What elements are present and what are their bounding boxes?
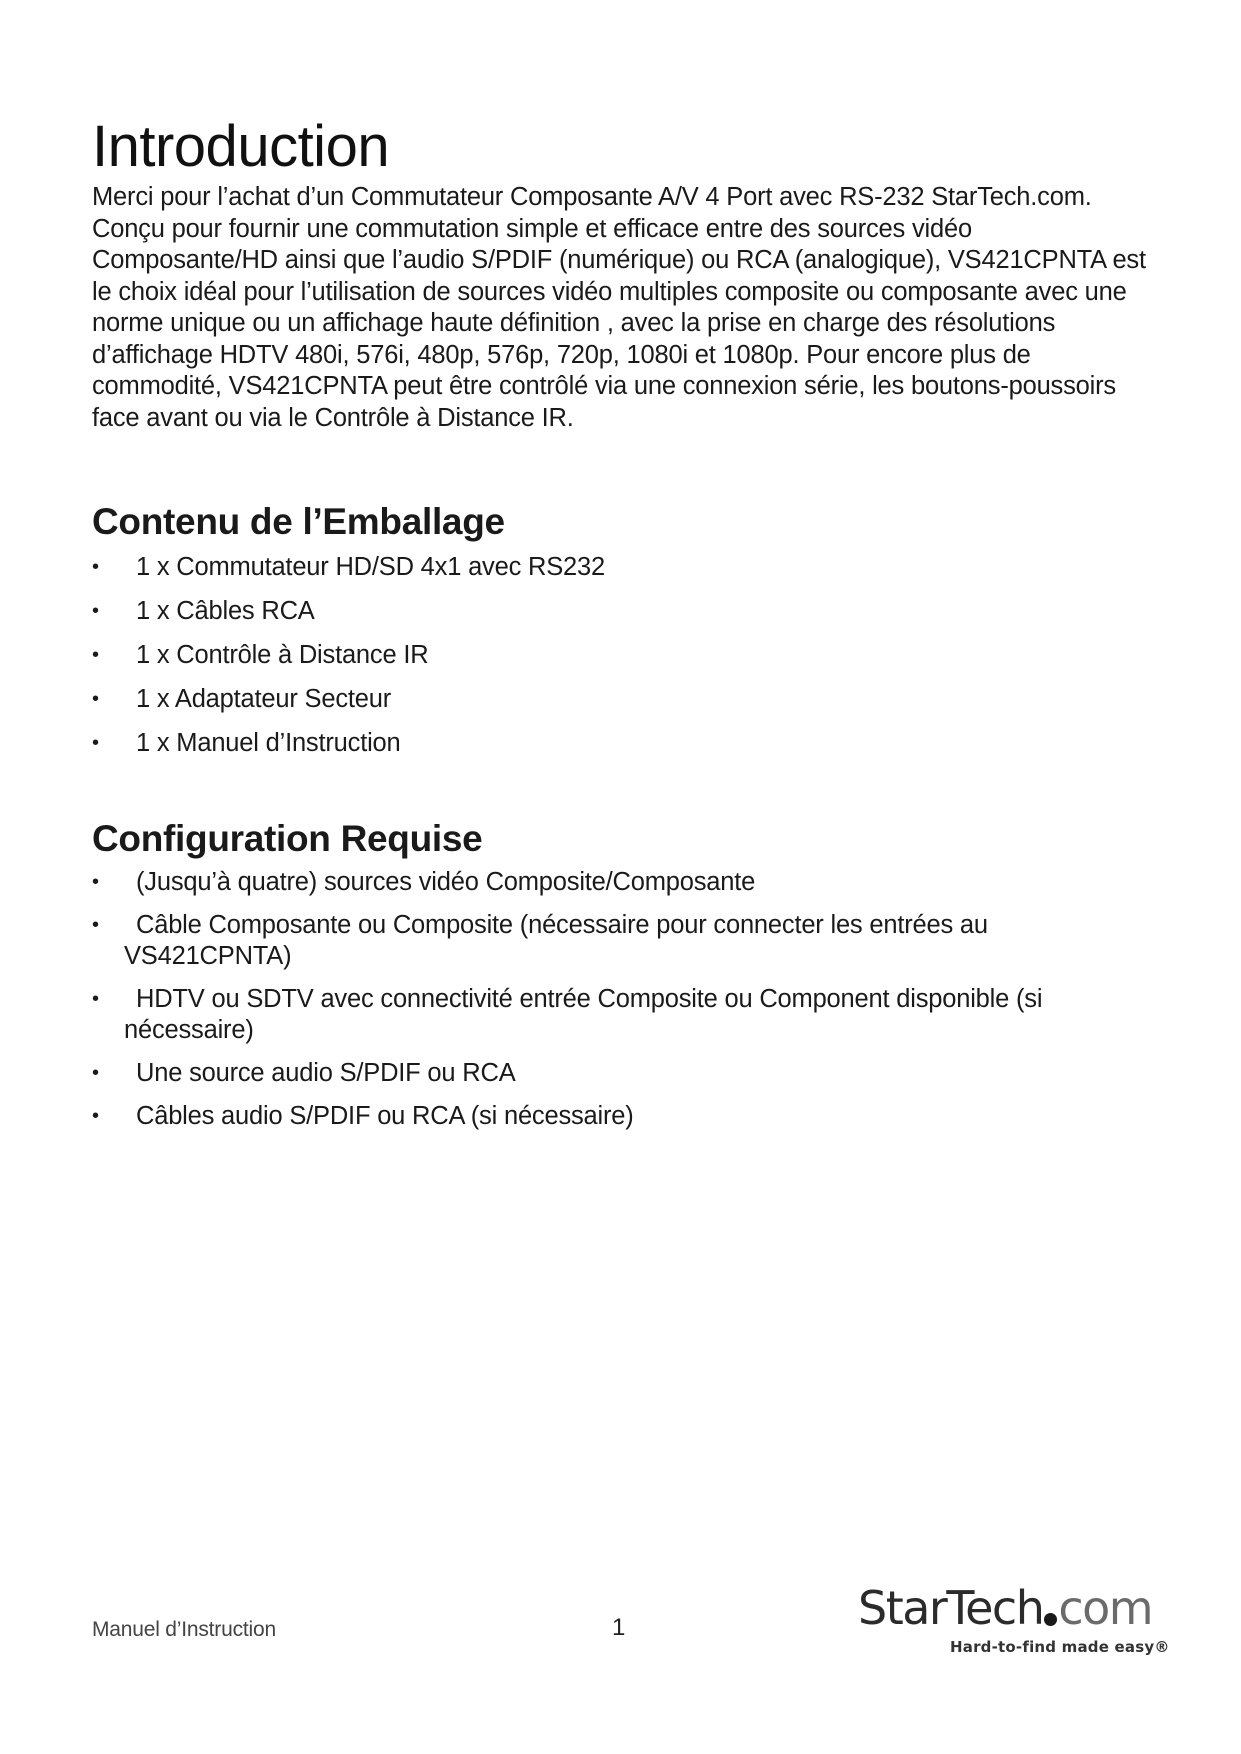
list-item: • Câbles audio S/PDIF ou RCA (si nécessaire) [92, 1102, 634, 1130]
list-item: • 1 x Commutateur HD/SD 4x1 avec RS232 [92, 553, 605, 581]
bullet-icon: • [92, 1105, 99, 1127]
logo-com-text: com [1058, 1581, 1153, 1635]
requirements-heading: Configuration Requise [92, 818, 483, 859]
logo-main-text: StarTech [858, 1581, 1044, 1635]
startech-logo [858, 1581, 1170, 1662]
list-item: • 1 x Manuel d’Instruction [92, 729, 401, 757]
list-item: • 1 x Contrôle à Distance IR [92, 641, 429, 669]
logo-tagline: Hard-to-find made easy® [950, 1638, 1170, 1656]
package-contents-heading: Contenu de l’Emballage [92, 501, 505, 542]
bullet-icon: • [92, 556, 99, 578]
list-item: • (Jusqu’à quatre) sources vidéo Composite/Composante [92, 868, 756, 896]
bullet-icon: • [92, 914, 99, 936]
requirements-list [92, 867, 1152, 1132]
bullet-icon: • [92, 688, 99, 710]
list-item: • Câble Composante ou Composite (nécessaire pour connecter les entrées au VS421CPNTA) [92, 911, 988, 970]
logo-dot-icon [1044, 1613, 1057, 1626]
bullet-icon: • [92, 644, 99, 666]
bullet-icon: • [92, 732, 99, 754]
footer-label: Manuel d’Instruction [92, 1618, 276, 1641]
bullet-icon: • [92, 871, 99, 893]
list-item: • 1 x Adaptateur Secteur [92, 685, 392, 713]
bullet-icon: • [92, 988, 99, 1010]
bullet-icon: • [92, 1062, 99, 1084]
package-contents-list [92, 552, 1152, 759]
list-item: • HDTV ou SDTV avec connectivité entrée Composite ou Component disponible (si nécessaire) [92, 985, 1043, 1044]
intro-paragraph: Merci pour l’achat d’un Commutateur Composante A/V 4 Port avec RS-232 StarTech.com. Conçu pour fournir une commutation simple et efficace entre des sources vidéo Composante/HD ainsi que l’audio S/PDIF (numérique) ou RCA (analogique), VS421CPNTA est le choix idéal pour l’utilisation de sources vidéo multiples composite ou composante avec une norme unique ou un affichage haute définition , avec la prise en charge des résolutions d’affichage HDTV 480i, 576i, 480p, 576p, 720p, 1080i et 1080p. Pour encore plus de commodité, VS421CPNTA peut être contrôlé via une connexion série, les boutons-poussoirs face avant ou via le Contrôle à Distance IR. [92, 183, 1146, 432]
page-title: Introduction [92, 114, 390, 179]
main-content [92, 112, 1152, 1132]
list-item: • 1 x Câbles RCA [92, 597, 315, 625]
bullet-icon: • [92, 600, 99, 622]
page-number: 1 [612, 1614, 626, 1641]
logo-wordmark [858, 1582, 1158, 1634]
list-item: • Une source audio S/PDIF ou RCA [92, 1059, 516, 1087]
